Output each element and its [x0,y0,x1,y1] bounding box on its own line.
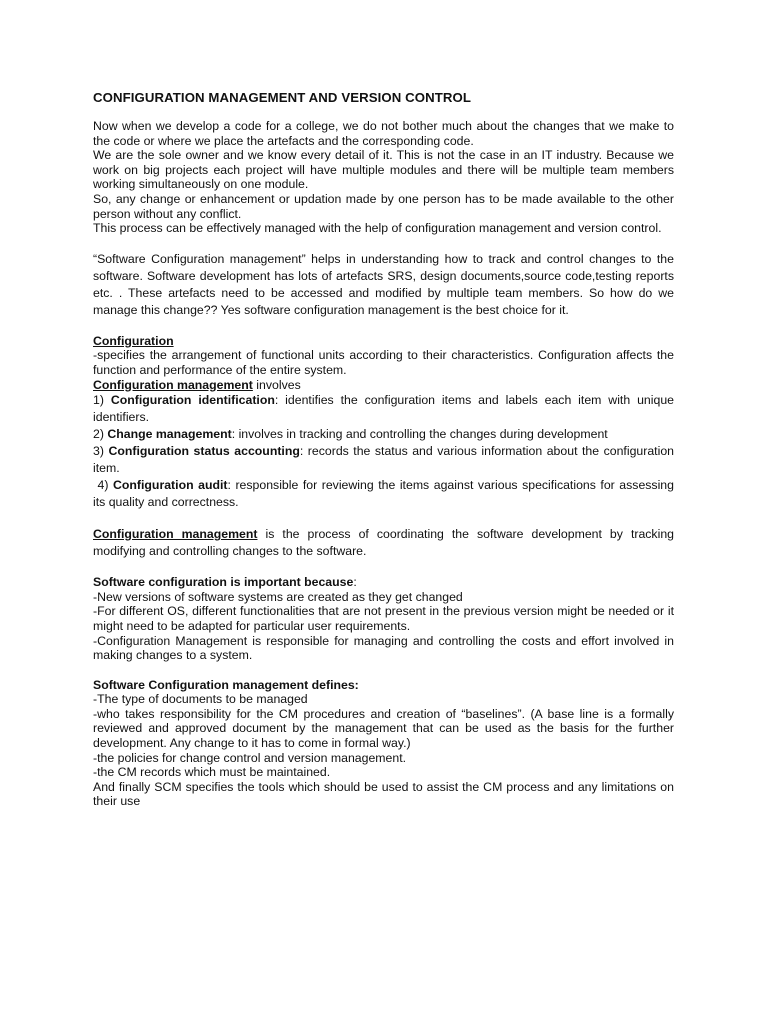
configuration-heading: Configuration [93,333,174,348]
scm-paragraph: “Software Configuration management” helps in understanding how to track and control changes to the software. Software development has lots of artefacts SRS, design documents,source code,testing reports etc. . These artefacts need to be accessed and modified by multiple team members. So how do we manage this change?? Yes software configuration management is the best choice for it. [93,251,674,317]
configuration-management-suffix: involves [252,377,301,392]
list-item: 3) Configuration status accounting: records the status and various information about the configuration item. [93,444,675,476]
configuration-section [93,334,674,511]
list-item: 4) Configuration audit: responsible for reviewing the items against various specifications for assessing its quality and correctness. [93,478,674,510]
intro-paragraph: Now when we develop a code for a college, we do not bother much about the changes that we make to the code or where we place the artefacts and the corresponding code. [93,119,674,148]
configuration-definition: -specifies the arrangement of functional units according to their characteristics. Configuration affects the function and performance of the entire system. [93,348,674,377]
defines-point: -The type of documents to be managed [93,692,308,707]
importance-heading: Software configuration is important because [93,575,354,590]
defines-point: -who takes responsibility for the CM procedures and creation of “baselines”. (A base line is a formally reviewed and approved document by the management that can be used as the basis for the further development. Any change to it has to come in formal way.) [93,706,674,751]
cm-definition-section [93,526,674,560]
document-body [93,90,674,809]
importance-point: -Configuration Management is responsible for managing and controlling the costs and effort involved in making changes to a system. [93,633,674,663]
defines-point: -the CM records which must be maintained. [93,765,331,780]
intro-paragraph: So, any change or enhancement or updation made by one person has to be made available to the other person without any conflict. [93,191,674,221]
cm-definition-text: is the process of coordinating the software development by tracking modifying and controlling changes to the software. [93,527,674,559]
list-item: 1) Configuration identification: identifies the configuration items and labels each item with unique identifiers. [93,393,675,425]
scm-section [93,251,674,319]
importance-heading-line: Software configuration is important because: [93,575,357,590]
intro-paragraph: This process can be effectively managed with the help of configuration management and version control. [93,221,662,236]
intro-section [93,119,674,236]
importance-point: -New versions of software systems are created as they get changed [93,589,463,604]
configuration-management-line [93,378,674,393]
defines-point: And finally SCM specifies the tools which should be used to assist the CM process and any limitations on their use [93,779,674,809]
importance-point: -For different OS, different functionalities that are not present in the previous version might be needed or it might need to be adapted for particular user requirements. [93,604,674,633]
document-title: CONFIGURATION MANAGEMENT AND VERSION CONTROL [93,90,472,105]
configuration-management-heading: Configuration management [93,377,253,392]
defines-heading: Software Configuration management defines: [93,677,359,692]
defines-point: -the policies for change control and version management. [93,750,407,765]
intro-paragraph: We are the sole owner and we know every detail of it. This is not the case in an IT industry. Because we work on big projects each project will have multiple modules and there will be multiple team members working simultaneously on one module. [93,148,674,192]
importance-section [93,575,674,663]
cm-definition-term: Configuration management [93,527,258,542]
cm-definition-paragraph [93,526,674,560]
list-item: 2) Change management: involves in tracking and controlling the changes during development [93,427,608,442]
defines-section [93,678,674,809]
